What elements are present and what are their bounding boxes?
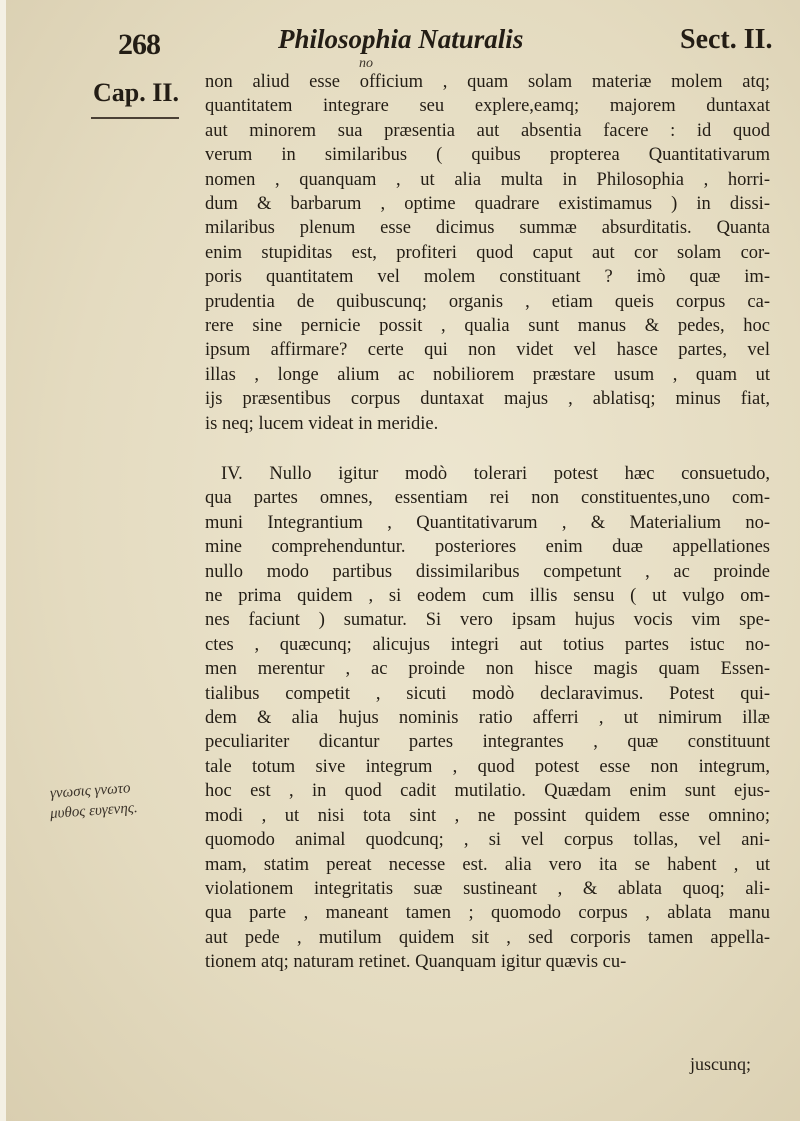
text-line: dum & barbarum , optime quadrare existimamus ) in dissi- (205, 194, 770, 215)
text-line: mine comprehenduntur. posteriores enim duæ appellationes (205, 537, 770, 558)
text-line: men merentur , ac proinde non hisce magis quam Essen- (205, 659, 770, 680)
text-line: rere sine pernicie possit , qualia sunt manus & pedes, hoc (205, 316, 770, 337)
paragraph-2 (205, 462, 770, 975)
text-line: ijs præsentibus corpus duntaxat majus , ablatisq; minus fiat, (205, 389, 770, 410)
text-line: nes faciunt ) sumatur. Si vero ipsam hujus vocis vim spe- (205, 610, 770, 631)
text-line: peculiariter dicantur partes integrantes , quæ constituunt (205, 732, 770, 753)
paragraph-1 (205, 70, 770, 436)
text-line: aut minorem sua præsentia aut absentia facere : id quod (205, 120, 770, 141)
text-line: IV. Nullo igitur modò tolerari potest hæc consuetudo, (221, 464, 770, 484)
text-line: violationem integritatis suæ sustineant , & ablata quoq; ali- (205, 878, 770, 899)
running-title: Philosophia Naturalis (278, 24, 524, 54)
text-line: hoc est , in quod cadit mutilatio. Quædam enim sunt ejus- (205, 781, 770, 802)
text-line: quomodo animal quodcunq; , si vel corpus tollas, vel ani- (205, 830, 770, 851)
page-gutter (0, 0, 6, 1121)
margin-rule (91, 117, 179, 119)
text-line: is neq; lucem videat in meridie. (205, 413, 439, 434)
text-line: prudentia de quibuscunq; organis , etiam queis corpus ca- (205, 291, 770, 312)
text-line: nullo modo partibus dissimilaribus competunt , ac proinde (205, 561, 770, 582)
text-line: ne prima quidem , si eodem cum illis sensu ( ut vulgo om- (205, 586, 770, 607)
text-line: tialibus competit , sicuti modò declaravimus. Potest qui- (205, 683, 770, 704)
text-line: tale totum sive integrum , quod potest esse non integrum, (205, 756, 770, 777)
handwritten-note-top: no (359, 56, 373, 71)
handwritten-note-left-2: μυθος ευγενης. (49, 799, 139, 823)
text-line: tionem atq; naturam retinet. Quanquam igitur quævis cu- (205, 952, 627, 973)
text-line: nomen , quanquam , ut alia multa in Philosophia , horri- (205, 169, 770, 190)
text-line: verum in similaribus ( quibus propterea Quantitativarum (205, 145, 770, 166)
margin-chapter-label: Cap. II. (93, 78, 179, 107)
text-line: qua partes omnes, essentiam rei non constituentes,uno com- (205, 488, 770, 509)
text-line: non aliud esse officium , quam solam materiæ molem atq; (205, 72, 770, 92)
section-label: Sect. II. (680, 24, 773, 55)
handwritten-note-left-1: γνωσις γνωτο (49, 780, 132, 802)
text-line: ipsum affirmare? certe qui non videt vel hasce partes, vel (205, 340, 770, 361)
text-line: ctes , quæcunq; alicujus integri aut totius partes istuc no- (205, 634, 770, 655)
text-line: mam, statim pereat necesse est. alia vero ita se habent , ut (205, 854, 770, 875)
catchword: juscunq; (690, 1054, 751, 1074)
text-line: dem & alia hujus nominis ratio afferri , ut nimirum illæ (205, 708, 770, 729)
text-line: milaribus plenum esse dicimus summæ absurditatis. Quanta (205, 218, 770, 239)
text-line: enim stupiditas est, profiteri quod caput aut cor solam cor- (205, 242, 770, 263)
text-line: aut pede , mutilum quidem sit , sed corporis tamen appella- (205, 927, 770, 948)
text-line: illas , longe alium ac nobiliorem præstare usum , quam ut (205, 364, 770, 385)
page-number: 268 (118, 28, 160, 61)
text-line: muni Integrantium , Quantitativarum , & Materialium no- (205, 512, 770, 533)
text-line: quantitatem integrare seu explere,eamq; majorem duntaxat (205, 96, 770, 117)
text-line: poris quantitatem vel molem constituant ? imò quæ im- (205, 267, 770, 288)
text-line: modi , ut nisi tota sint , ne possint quidem esse omnino; (205, 805, 770, 826)
text-line: qua parte , maneant tamen ; quomodo corpus , ablata manu (205, 903, 770, 924)
